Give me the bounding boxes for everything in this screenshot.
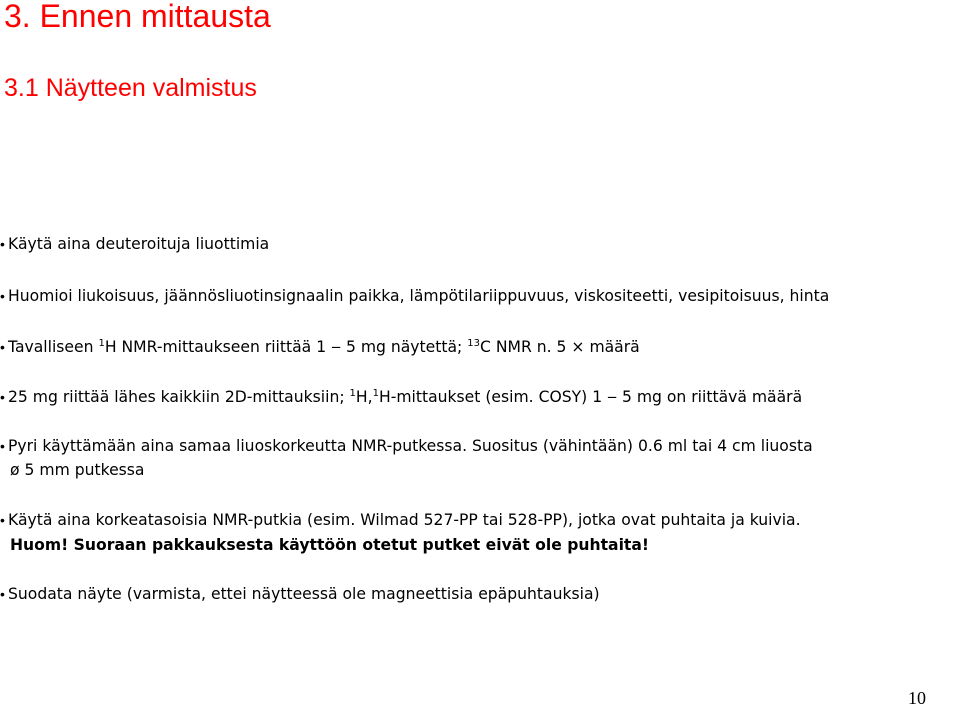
superscript: 1	[98, 338, 105, 349]
bullet-text: Pyri käyttämään aina samaa liuoskorkeutta NMR-putkessa. Suositus (vähintään) 0.6 ml tai 4 cm liuosta	[8, 437, 813, 455]
bullet-text-part: H-mittaukset (esim. COSY) 1 ‒ 5 mg on riittävä määrä	[378, 388, 803, 406]
bullet-item	[0, 232, 956, 256]
bullet-text-part: Tavalliseen	[8, 338, 99, 356]
page-title: 3. Ennen mittausta	[4, 0, 271, 34]
bullet-icon: •	[0, 438, 5, 454]
bullet-text: Huomioi liukoisuus, jäännösliuotinsignaalin paikka, lämpötilariippuvuus, viskositeetti, vesipitoisuus, hinta	[8, 287, 830, 305]
bullet-item	[0, 434, 956, 458]
section-title: 3.1 Näytteen valmistus	[4, 74, 257, 102]
bullet-item	[0, 508, 956, 532]
bullet-text: ø 5 mm putkessa	[10, 461, 145, 479]
bullet-text: Käytä aina korkeatasoisia NMR-putkia (esim. Wilmad 527-PP tai 528-PP), jotka ovat puhtaita ja kuivia.	[8, 511, 801, 529]
bullet-icon: •	[0, 236, 5, 252]
bullet-continuation	[0, 458, 960, 482]
bullet-item	[0, 385, 956, 409]
bullet-text-part: C NMR n. 5 × määrä	[479, 338, 640, 356]
page-number: 10	[908, 688, 926, 708]
bullet-icon: •	[0, 512, 5, 528]
bullet-text-part: H,	[355, 388, 373, 406]
bullet-text: Käytä aina deuteroituja liuottimia	[8, 235, 270, 253]
bullet-icon: •	[0, 288, 5, 304]
bullet-text-part: H NMR-mittaukseen riittää 1 ‒ 5 mg näytettä;	[104, 338, 468, 356]
bullet-item	[0, 284, 956, 308]
bullet-icon: •	[0, 389, 5, 405]
bullet-text-part: 25 mg riittää lähes kaikkiin 2D-mittauksiin;	[8, 388, 350, 406]
warning-text: Huom! Suoraan pakkauksesta käyttöön otetut putket eivät ole puhtaita!	[10, 536, 650, 554]
superscript: 13	[467, 338, 480, 349]
superscript: 1	[372, 388, 379, 399]
bullet-text: Suodata näyte (varmista, ettei näytteessä ole magneettisia epäpuhtauksia)	[8, 585, 600, 603]
bullet-icon: •	[0, 339, 5, 355]
bullet-icon: •	[0, 586, 5, 602]
bullet-item	[0, 582, 956, 606]
bullet-item	[0, 335, 956, 359]
warning-line	[0, 533, 960, 557]
superscript: 1	[349, 388, 356, 399]
